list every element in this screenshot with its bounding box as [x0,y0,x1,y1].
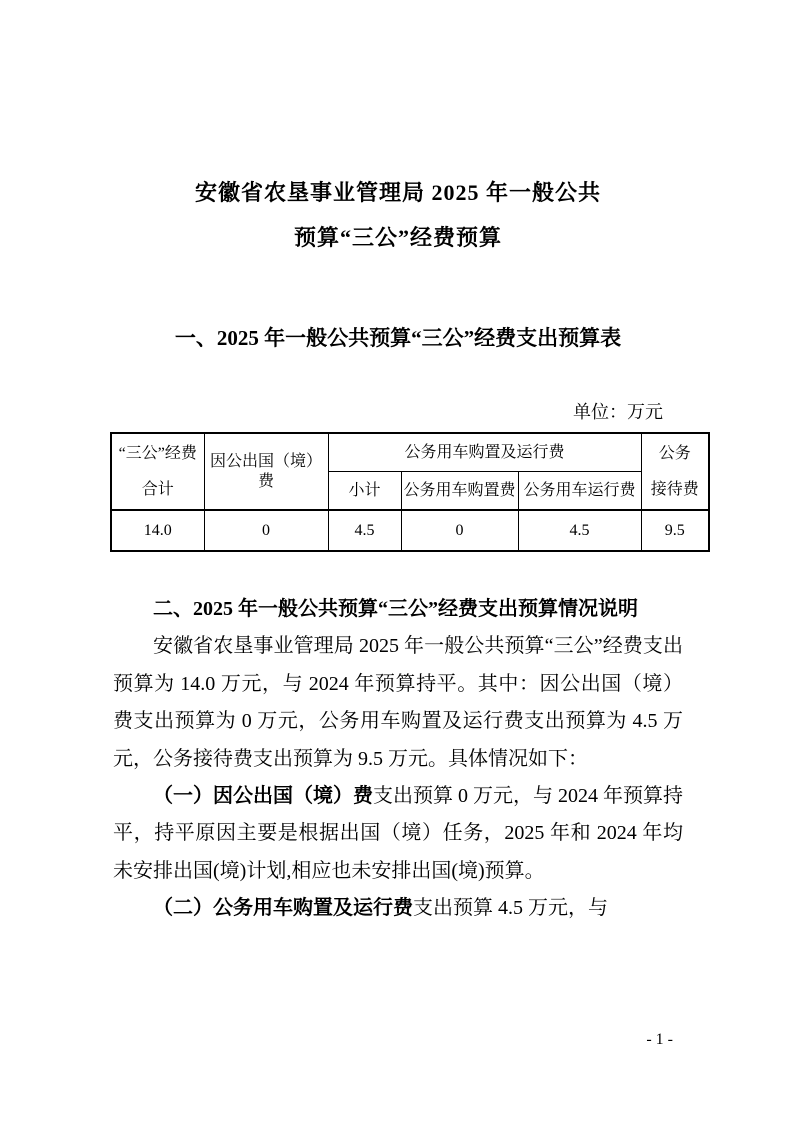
paragraph-vehicle [113,890,683,927]
value-sangong-total: 14.0 [111,510,204,551]
header-sangong-total [111,433,204,510]
section2-heading: 二、2025 年一般公共预算“三公”经费支出预算情况说明 [153,598,638,620]
value-vehicle-subtotal: 4.5 [328,510,401,551]
table-row [111,510,709,551]
section1-heading: 一、2025 年一般公共预算“三公”经费支出预算表 [174,326,622,350]
doc-title-line-1: 安徽省农垦事业管理局 2025 年一般公共 [194,180,601,205]
paragraph-vehicle-lead: （二）公务用车购置及运行费 [153,897,413,920]
value-vehicle-purchase: 0 [401,510,518,551]
header-reception-fee-line2: 接待费 [650,480,699,498]
header-reception-fee-line1: 公务 [658,444,691,462]
unit-label: 单位：万元 [573,402,663,422]
header-sangong-total-line1: “三公”经费 [118,444,197,462]
header-vehicle-group: 公务用车购置及运行费 [328,433,641,472]
paragraph-summary: 安徽省农垦事业管理局 2025 年一般公共预算“三公”经费支出预算为 14.0 万元，与 2024 年预算持平。其中：因公出国（境）费支出预算为 0 万元，公务用车购置及运行费支出预算为 4.5 万元，公务接待费支出预算为 9.5 万元。具体情况如下： [113,635,683,770]
paragraph-abroad-rest: 支出预算 0 万元，与 2024 年预算持平，持平原因主要是根据出国（境）任务，2025 年和 2024 年均未安排出国(境)计划,相应也未安排出国(境)预算。 [113,785,683,882]
page-number: - 1 - [646,1031,673,1048]
value-vehicle-operation: 4.5 [518,510,641,551]
value-abroad-fee: 0 [204,510,328,551]
value-reception-fee: 9.5 [641,510,709,551]
document-title [113,170,683,260]
section2-body [113,591,683,928]
header-abroad-fee: 因公出国（境）费 [204,433,328,510]
header-vehicle-subtotal: 小计 [328,472,401,511]
header-sangong-total-line2: 合计 [141,480,174,498]
header-vehicle-purchase: 公务用车购置费 [401,472,518,511]
paragraph-vehicle-rest: 支出预算 4.5 万元，与 [413,897,608,920]
paragraph-abroad-lead: （一）因公出国（境）费 [153,785,373,808]
budget-table [110,432,710,552]
doc-title-line-2: 预算“三公”经费预算 [293,225,502,250]
header-vehicle-operation: 公务用车运行费 [518,472,641,511]
paragraph-abroad [113,778,683,890]
header-reception-fee [641,433,709,510]
